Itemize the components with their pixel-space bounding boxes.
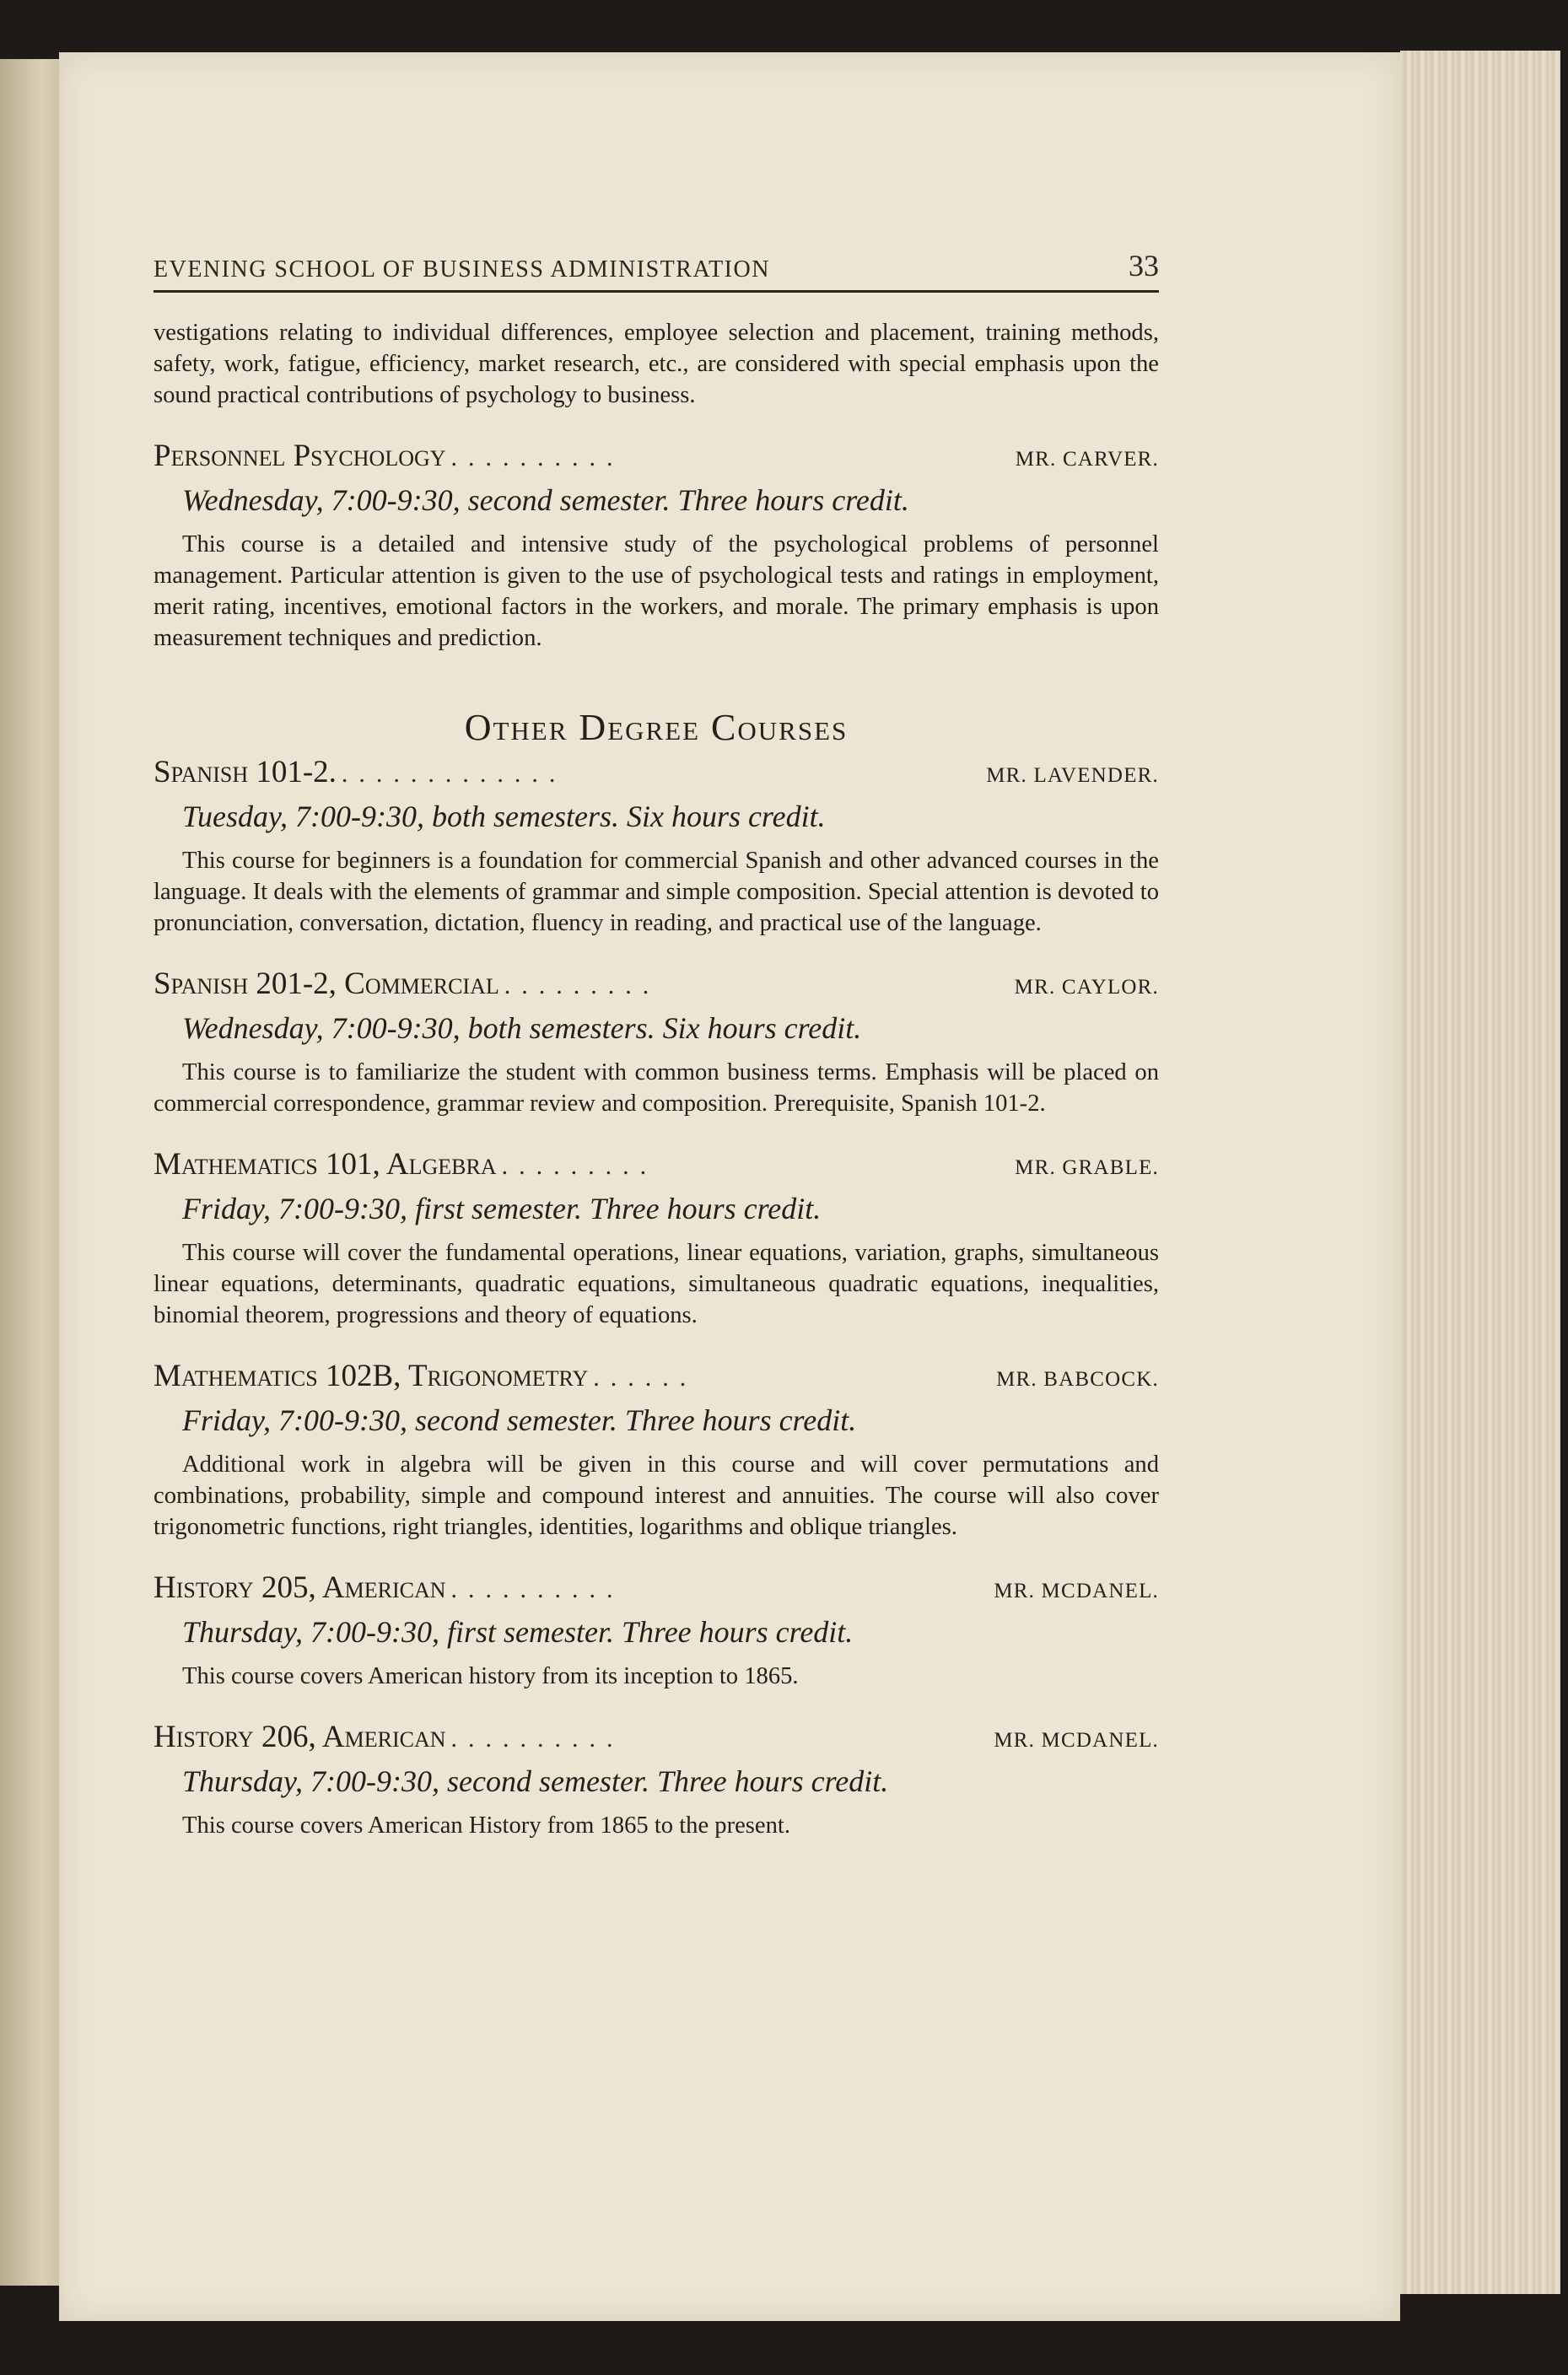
- course-personnel-psychology: [154, 436, 1159, 654]
- course-description: This course is a detailed and intensive study of the psychological problems of personnel management. Particular attention is given to the use of psychological tests and ratings in employment, merit rating, incentives, emotional factors in the workers, and morale. The primary emphasis is upon measurement techniques and prediction.: [154, 531, 1159, 651]
- dot-leader: .............: [341, 760, 567, 788]
- course-schedule: Thursday, 7:00-9:30, second semester. Three hours credit.: [182, 1764, 889, 1798]
- page-content: [154, 317, 1159, 1841]
- course-schedule: Wednesday, 7:00-9:30, second semester. Three hours credit.: [182, 483, 909, 517]
- page-stack-edges: [1400, 51, 1560, 2294]
- course-instructor: MR. CAYLOR.: [1014, 976, 1159, 999]
- course-instructor: MR. CARVER.: [1015, 448, 1159, 471]
- page-header: [154, 246, 1159, 293]
- dot-leader: ..........: [450, 1725, 624, 1753]
- dot-leader: .........: [501, 1152, 658, 1180]
- course-title-row: [154, 1568, 1159, 1612]
- course-description: This course will cover the fundamental operations, linear equations, variation, graphs, simultaneous linear equations, determinants, quadratic equations, simultaneous quadratic equations, inequalities, binomial theorem, progressions and theory of equations.: [154, 1240, 1159, 1328]
- course-instructor: MR. BABCOCK.: [996, 1368, 1159, 1391]
- dot-leader: ..........: [450, 444, 624, 471]
- course-mathematics-101: [154, 1144, 1159, 1331]
- course-history-205: [154, 1568, 1159, 1692]
- course-title-row: [154, 1717, 1159, 1761]
- dot-leader: .........: [504, 972, 660, 999]
- course-mathematics-102b: [154, 1356, 1159, 1543]
- course-title: Personnel Psychology: [154, 439, 446, 473]
- course-spanish-101: [154, 752, 1159, 939]
- running-head: EVENING SCHOOL OF BUSINESS ADMINISTRATION: [154, 256, 770, 283]
- course-title: Mathematics 101, Algebra: [154, 1147, 497, 1182]
- course-title: Spanish 101-2.: [154, 755, 337, 789]
- course-schedule: Friday, 7:00-9:30, second semester. Three hours credit.: [182, 1403, 857, 1437]
- course-title-row: [154, 1144, 1159, 1188]
- course-title: Spanish 201-2, Commercial: [154, 967, 499, 1001]
- course-history-206: [154, 1717, 1159, 1841]
- course-instructor: MR. GRABLE.: [1015, 1156, 1159, 1179]
- page-number: 33: [1129, 249, 1159, 283]
- course-title-row: [154, 436, 1159, 480]
- course-title-row: [154, 1356, 1159, 1400]
- course-description: Additional work in algebra will be given in this course and will cover permutations and combinations, probability, simple and compound interest and annuities. The course will also cover trigonometric functions, right triangles, identities, logarithms and oblique triangles.: [154, 1451, 1159, 1540]
- course-description: This course for beginners is a foundation for commercial Spanish and other advanced courses in the language. It deals with the elements of grammar and simple composition. Special attention is devoted to pronunciation, conversation, dictation, fluency in reading, and practical use of the language.: [154, 848, 1159, 936]
- dot-leader: ......: [593, 1364, 698, 1392]
- facing-page-edge: [0, 59, 67, 2286]
- course-schedule: Wednesday, 7:00-9:30, both semesters. Six hours credit.: [182, 1011, 862, 1045]
- intro-paragraph: vestigations relating to individual differences, employee selection and placement, training methods, safety, work, fatigue, efficiency, market research, etc., are considered with special emphasis upon the sound practical contributions of psychology to business.: [154, 320, 1159, 408]
- course-title-row: [154, 964, 1159, 1008]
- course-description: This course covers American history from its inception to 1865.: [182, 1663, 799, 1689]
- course-instructor: MR. MCDANEL.: [994, 1580, 1159, 1602]
- course-title: History 206, American: [154, 1720, 446, 1754]
- course-title: History 205, American: [154, 1570, 446, 1605]
- course-description: This course is to familiarize the student with common business terms. Emphasis will be placed on commercial correspondence, grammar review and composition. Prerequisite, Spanish 101-2.: [154, 1059, 1159, 1117]
- section-heading: Other Degree Courses: [464, 707, 849, 748]
- course-title: Mathematics 102B, Trigonometry: [154, 1359, 589, 1393]
- course-instructor: MR. LAVENDER.: [986, 764, 1159, 787]
- course-description: This course covers American History from 1865 to the present.: [182, 1812, 791, 1839]
- course-schedule: Friday, 7:00-9:30, first semester. Three hours credit.: [182, 1192, 822, 1225]
- course-title-row: [154, 752, 1159, 796]
- course-instructor: MR. MCDANEL.: [994, 1729, 1159, 1752]
- course-schedule: Thursday, 7:00-9:30, first semester. Three hours credit.: [182, 1615, 854, 1649]
- course-schedule: Tuesday, 7:00-9:30, both semesters. Six hours credit.: [182, 800, 826, 833]
- course-spanish-201: [154, 964, 1159, 1119]
- dot-leader: ..........: [450, 1575, 624, 1603]
